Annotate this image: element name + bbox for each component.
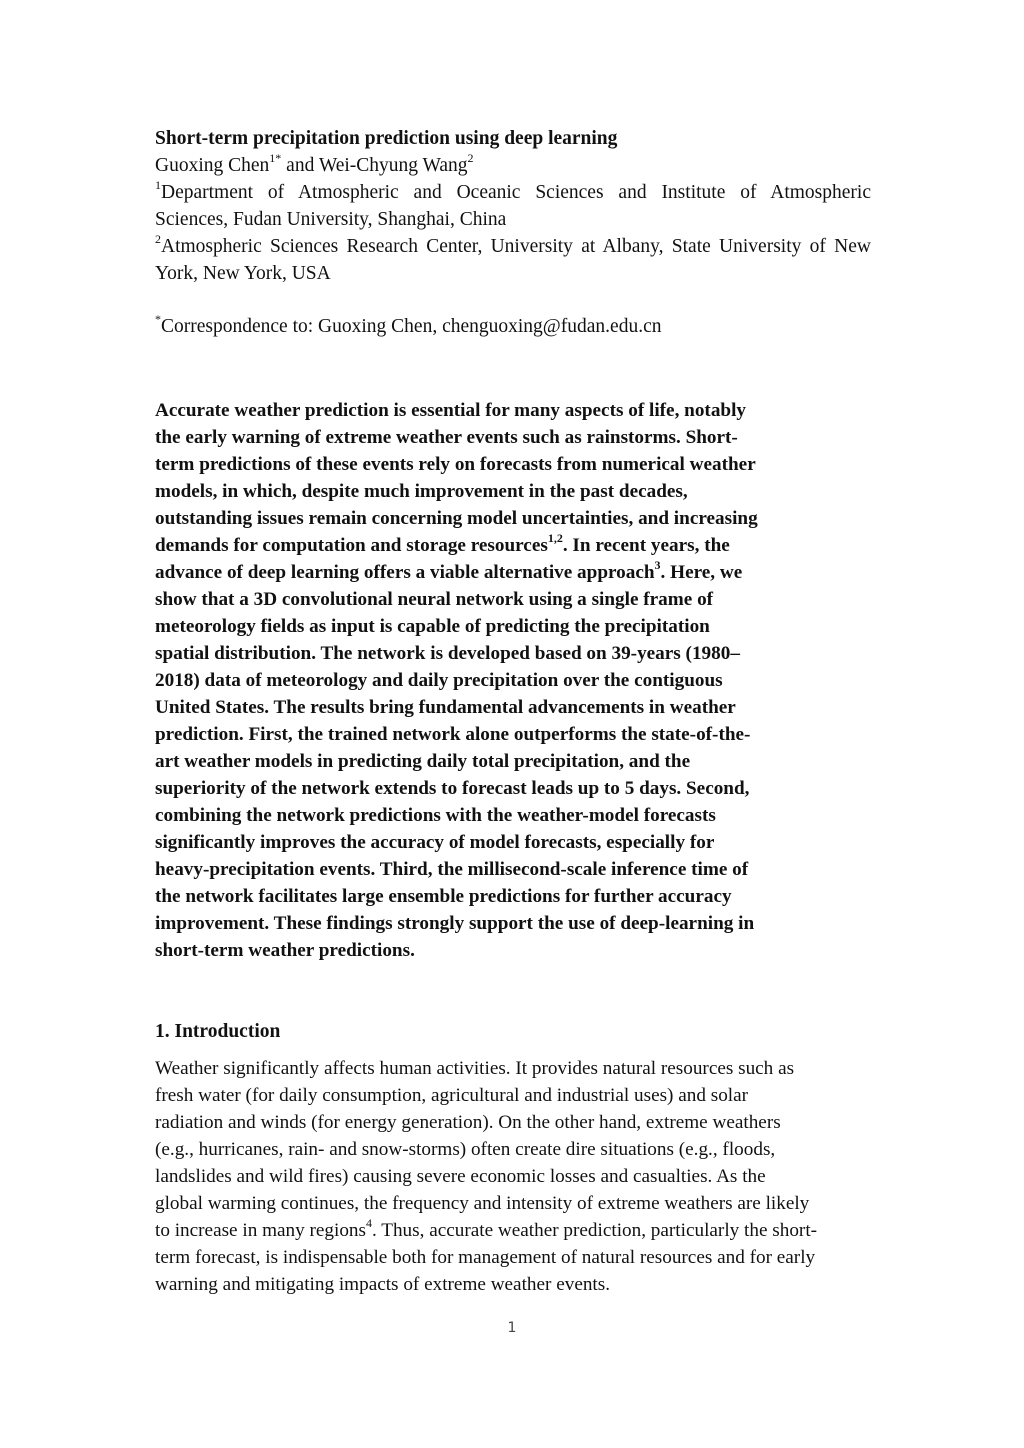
paper-header — [155, 125, 871, 287]
abstract-line: significantly improves the accuracy of model forecasts, especially for — [155, 832, 715, 853]
citation-mark: 4 — [366, 1215, 372, 1230]
abstract-line: heavy-precipitation events. Third, the millisecond-scale inference time of — [155, 859, 749, 880]
abstract-text: demands for computation and storage resources — [155, 535, 548, 556]
abstract-text: . Here, we — [660, 562, 743, 583]
abstract-line: the early warning of extreme weather events such as rainstorms. Short- — [155, 427, 738, 448]
paragraph-text: . Thus, accurate weather prediction, particularly the short- — [372, 1220, 818, 1241]
paragraph-line: term forecast, is indispensable both for management of natural resources and for early — [155, 1247, 816, 1268]
paragraph-line: global warming continues, the frequency and intensity of extreme weathers are likely — [155, 1193, 810, 1214]
paragraph-line: Weather significantly affects human activities. It provides natural resources such as — [155, 1058, 795, 1079]
abstract-line: outstanding issues remain concerning model uncertainties, and increasing — [155, 508, 758, 529]
abstract-line — [155, 532, 815, 559]
abstract-line: United States. The results bring fundamental advancements in weather — [155, 697, 736, 718]
abstract-text: advance of deep learning offers a viable alternative approach — [155, 562, 655, 583]
author-2: and Wei-Chyung Wang — [281, 155, 468, 176]
paragraph-line: fresh water (for daily consumption, agricultural and industrial uses) and solar — [155, 1085, 749, 1106]
abstract-line: spatial distribution. The network is developed based on 39-years (1980– — [155, 643, 740, 664]
paragraph-line: radiation and winds (for energy generation). On the other hand, extreme weathers — [155, 1112, 781, 1133]
affiliation-2-line-2: York, New York, USA — [155, 263, 331, 284]
abstract-line: art weather models in predicting daily total precipitation, and the — [155, 751, 691, 772]
affiliation-2-mark: 2 — [155, 231, 161, 246]
page-number: 1 — [507, 1320, 517, 1336]
abstract-line: short-term weather predictions. — [155, 940, 415, 961]
abstract-line: the network facilitates large ensemble predictions for further accuracy — [155, 886, 732, 907]
abstract-line: show that a 3D convolutional neural network using a single frame of — [155, 589, 714, 610]
correspondence-mark: * — [155, 311, 161, 326]
affiliation-1-line-1: Department of Atmospheric and Oceanic Sciences and Institute of Atmospheric — [161, 182, 871, 203]
introduction-paragraph — [155, 1055, 871, 1298]
citation-mark: 1,2 — [547, 530, 563, 545]
paragraph-line: landslides and wild fires) causing severe economic losses and casualties. As the — [155, 1166, 766, 1187]
citation-mark: 3 — [654, 557, 661, 572]
author-1-affiliation-mark: 1* — [269, 150, 282, 165]
abstract-line: models, in which, despite much improvement in the past decades, — [155, 481, 688, 502]
paper-title: Short-term precipitation prediction using deep learning — [155, 128, 618, 149]
abstract-line: superiority of the network extends to forecast leads up to 5 days. Second, — [155, 778, 750, 799]
paragraph-line: warning and mitigating impacts of extreme weather events. — [155, 1274, 611, 1295]
paragraph-line: (e.g., hurricanes, rain- and snow-storms) often create dire situations (e.g., floods, — [155, 1139, 776, 1160]
correspondence — [155, 313, 661, 340]
abstract-text: . In recent years, the — [562, 535, 730, 556]
affiliation-2 — [155, 233, 871, 287]
abstract — [155, 397, 815, 964]
paragraph-text: to increase in many regions — [155, 1220, 366, 1241]
abstract-line: term predictions of these events rely on forecasts from numerical weather — [155, 454, 756, 475]
author-1: Guoxing Chen — [155, 155, 270, 176]
paragraph-line — [155, 1217, 871, 1244]
abstract-line: combining the network predictions with the weather-model forecasts — [155, 805, 716, 826]
abstract-line — [155, 559, 815, 586]
abstract-line: prediction. First, the trained network alone outperforms the state-of-the- — [155, 724, 751, 745]
correspondence-text: Correspondence to: Guoxing Chen, chenguoxing@fudan.edu.cn — [161, 316, 662, 337]
affiliation-1-mark: 1 — [155, 177, 161, 192]
affiliation-1-line-2: Sciences, Fudan University, Shanghai, China — [155, 209, 507, 230]
abstract-line: 2018) data of meteorology and daily precipitation over the contiguous — [155, 670, 723, 691]
author-2-affiliation-mark: 2 — [467, 150, 474, 165]
section-heading: 1. Introduction — [155, 1021, 281, 1042]
abstract-line: Accurate weather prediction is essential for many aspects of life, notably — [155, 400, 747, 421]
affiliation-1 — [155, 179, 871, 233]
abstract-line: improvement. These findings strongly support the use of deep-learning in — [155, 913, 755, 934]
abstract-line: meteorology fields as input is capable of predicting the precipitation — [155, 616, 710, 637]
affiliation-2-line-1: Atmospheric Sciences Research Center, University at Albany, State University of New — [161, 236, 871, 257]
author-line — [155, 152, 871, 179]
